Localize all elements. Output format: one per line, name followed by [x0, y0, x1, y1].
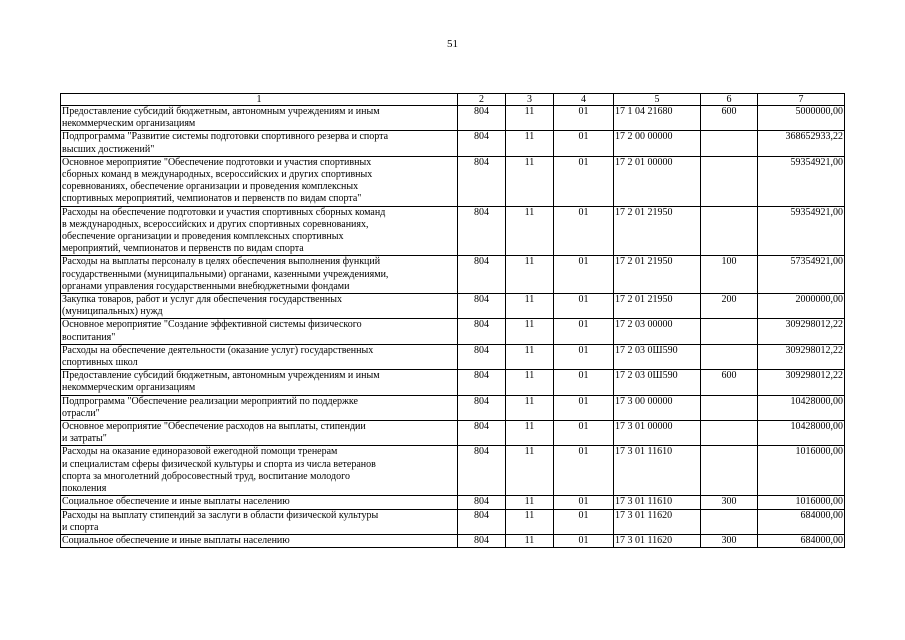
- grbs-cell: 804: [458, 421, 506, 446]
- column-header: 6: [701, 94, 758, 106]
- table-row: [61, 421, 845, 446]
- grbs-cell: 804: [458, 294, 506, 319]
- target-article-cell: 17 2 01 00000: [614, 156, 701, 206]
- row-name-cell: Основное мероприятие "Обеспечение подготовки и участия спортивных сборных команд в международных, всероссийских и других спортивных соревнованиях, обеспечение организации и проведения комплексных спортивных мероприятий, чемпионатов и первенств по видам спорта": [61, 156, 458, 206]
- expense-type-cell: [701, 395, 758, 420]
- grbs-cell: 804: [458, 344, 506, 369]
- expense-type-cell: [701, 421, 758, 446]
- amount-cell: 1016000,00: [758, 496, 845, 509]
- amount-cell: 368652933,22: [758, 131, 845, 156]
- section-cell: 11: [506, 206, 554, 256]
- section-cell: 11: [506, 496, 554, 509]
- grbs-cell: 804: [458, 496, 506, 509]
- column-header: 4: [554, 94, 614, 106]
- target-article-cell: 17 2 03 00000: [614, 319, 701, 344]
- amount-cell: 2000000,00: [758, 294, 845, 319]
- grbs-cell: 804: [458, 534, 506, 547]
- amount-cell: 309298012,22: [758, 319, 845, 344]
- section-cell: 11: [506, 509, 554, 534]
- row-name-cell: Предоставление субсидий бюджетным, автономным учреждениям и иным некоммерческим организациям: [61, 370, 458, 395]
- expense-type-cell: 100: [701, 256, 758, 294]
- page-number: 51: [447, 38, 458, 50]
- target-article-cell: 17 2 00 00000: [614, 131, 701, 156]
- amount-cell: 59354921,00: [758, 156, 845, 206]
- expense-type-cell: [701, 206, 758, 256]
- subsection-cell: 01: [554, 509, 614, 534]
- table-row: [61, 370, 845, 395]
- table-row: [61, 395, 845, 420]
- amount-cell: 309298012,22: [758, 344, 845, 369]
- target-article-cell: 17 2 01 21950: [614, 294, 701, 319]
- grbs-cell: 804: [458, 509, 506, 534]
- table-row: [61, 256, 845, 294]
- expense-type-cell: [701, 156, 758, 206]
- grbs-cell: 804: [458, 446, 506, 496]
- target-article-cell: 17 3 01 11610: [614, 496, 701, 509]
- subsection-cell: 01: [554, 395, 614, 420]
- subsection-cell: 01: [554, 344, 614, 369]
- target-article-cell: 17 2 03 0Ш590: [614, 370, 701, 395]
- table-row: [61, 446, 845, 496]
- grbs-cell: 804: [458, 106, 506, 131]
- row-name-cell: Расходы на выплаты персоналу в целях обеспечения выполнения функций государственными (муниципальными) органами, казенными учреждениями, органами управления государственными внебюджетными фондами: [61, 256, 458, 294]
- table-row: [61, 509, 845, 534]
- row-name-cell: Подпрограмма "Развитие системы подготовки спортивного резерва и спорта высших достижений": [61, 131, 458, 156]
- grbs-cell: 804: [458, 395, 506, 420]
- grbs-cell: 804: [458, 370, 506, 395]
- amount-cell: 57354921,00: [758, 256, 845, 294]
- amount-cell: 10428000,00: [758, 421, 845, 446]
- subsection-cell: 01: [554, 156, 614, 206]
- subsection-cell: 01: [554, 446, 614, 496]
- table-row: [61, 294, 845, 319]
- row-name-cell: Подпрограмма "Обеспечение реализации мероприятий по поддержке отрасли": [61, 395, 458, 420]
- subsection-cell: 01: [554, 256, 614, 294]
- target-article-cell: 17 3 01 11610: [614, 446, 701, 496]
- subsection-cell: 01: [554, 294, 614, 319]
- amount-cell: 59354921,00: [758, 206, 845, 256]
- target-article-cell: 17 2 03 0Ш590: [614, 344, 701, 369]
- table-row: [61, 496, 845, 509]
- budget-table: [60, 93, 845, 548]
- amount-cell: 309298012,22: [758, 370, 845, 395]
- section-cell: 11: [506, 156, 554, 206]
- expense-type-cell: [701, 446, 758, 496]
- target-article-cell: 17 2 01 21950: [614, 206, 701, 256]
- grbs-cell: 804: [458, 256, 506, 294]
- expense-type-cell: 300: [701, 496, 758, 509]
- section-cell: 11: [506, 106, 554, 131]
- section-cell: 11: [506, 421, 554, 446]
- table-row: [61, 156, 845, 206]
- subsection-cell: 01: [554, 206, 614, 256]
- row-name-cell: Закупка товаров, работ и услуг для обеспечения государственных (муниципальных) нужд: [61, 294, 458, 319]
- expense-type-cell: 600: [701, 370, 758, 395]
- target-article-cell: 17 1 04 21680: [614, 106, 701, 131]
- table-row: [61, 206, 845, 256]
- table-row: [61, 534, 845, 547]
- expense-type-cell: 200: [701, 294, 758, 319]
- target-article-cell: 17 3 01 00000: [614, 421, 701, 446]
- subsection-cell: 01: [554, 421, 614, 446]
- row-name-cell: Социальное обеспечение и иные выплаты населению: [61, 496, 458, 509]
- row-name-cell: Расходы на обеспечение подготовки и участия спортивных сборных команд в международных, всероссийских и других спортивных соревнованиях, обеспечение организации и проведения комплексных спортивных мероприятий, чемпионатов и первенств по видам спорта: [61, 206, 458, 256]
- amount-cell: 684000,00: [758, 509, 845, 534]
- table-body: [61, 106, 845, 548]
- column-header: 1: [61, 94, 458, 106]
- section-cell: 11: [506, 131, 554, 156]
- table-row: [61, 106, 845, 131]
- target-article-cell: 17 3 01 11620: [614, 534, 701, 547]
- target-article-cell: 17 2 01 21950: [614, 256, 701, 294]
- target-article-cell: 17 3 01 11620: [614, 509, 701, 534]
- expense-type-cell: 300: [701, 534, 758, 547]
- row-name-cell: Основное мероприятие "Обеспечение расходов на выплаты, стипендии и затраты": [61, 421, 458, 446]
- subsection-cell: 01: [554, 131, 614, 156]
- section-cell: 11: [506, 446, 554, 496]
- expense-type-cell: [701, 131, 758, 156]
- section-cell: 11: [506, 370, 554, 395]
- row-name-cell: Социальное обеспечение и иные выплаты населению: [61, 534, 458, 547]
- expense-type-cell: 600: [701, 106, 758, 131]
- target-article-cell: 17 3 00 00000: [614, 395, 701, 420]
- amount-cell: 1016000,00: [758, 446, 845, 496]
- expense-type-cell: [701, 319, 758, 344]
- subsection-cell: 01: [554, 534, 614, 547]
- grbs-cell: 804: [458, 319, 506, 344]
- row-name-cell: Расходы на оказание единоразовой ежегодной помощи тренерам и специалистам сферы физической культуры и спорта из числа ветеранов спорта за многолетний добросовестный труд, воспитание молодого поколения: [61, 446, 458, 496]
- section-cell: 11: [506, 395, 554, 420]
- subsection-cell: 01: [554, 106, 614, 131]
- grbs-cell: 804: [458, 156, 506, 206]
- subsection-cell: 01: [554, 496, 614, 509]
- amount-cell: 5000000,00: [758, 106, 845, 131]
- row-name-cell: Основное мероприятие "Создание эффективной системы физического воспитания": [61, 319, 458, 344]
- row-name-cell: Предоставление субсидий бюджетным, автономным учреждениям и иным некоммерческим организациям: [61, 106, 458, 131]
- column-header: 7: [758, 94, 845, 106]
- column-header: 3: [506, 94, 554, 106]
- section-cell: 11: [506, 319, 554, 344]
- row-name-cell: Расходы на обеспечение деятельности (оказание услуг) государственных спортивных школ: [61, 344, 458, 369]
- grbs-cell: 804: [458, 131, 506, 156]
- table-row: [61, 319, 845, 344]
- row-name-cell: Расходы на выплату стипендий за заслуги в области физической культуры и спорта: [61, 509, 458, 534]
- grbs-cell: 804: [458, 206, 506, 256]
- amount-cell: 10428000,00: [758, 395, 845, 420]
- section-cell: 11: [506, 534, 554, 547]
- amount-cell: 684000,00: [758, 534, 845, 547]
- column-header: 2: [458, 94, 506, 106]
- section-cell: 11: [506, 294, 554, 319]
- subsection-cell: 01: [554, 370, 614, 395]
- expense-type-cell: [701, 509, 758, 534]
- table-header-row: [61, 94, 845, 106]
- column-header: 5: [614, 94, 701, 106]
- section-cell: 11: [506, 344, 554, 369]
- expense-type-cell: [701, 344, 758, 369]
- section-cell: 11: [506, 256, 554, 294]
- table-row: [61, 344, 845, 369]
- table-row: [61, 131, 845, 156]
- subsection-cell: 01: [554, 319, 614, 344]
